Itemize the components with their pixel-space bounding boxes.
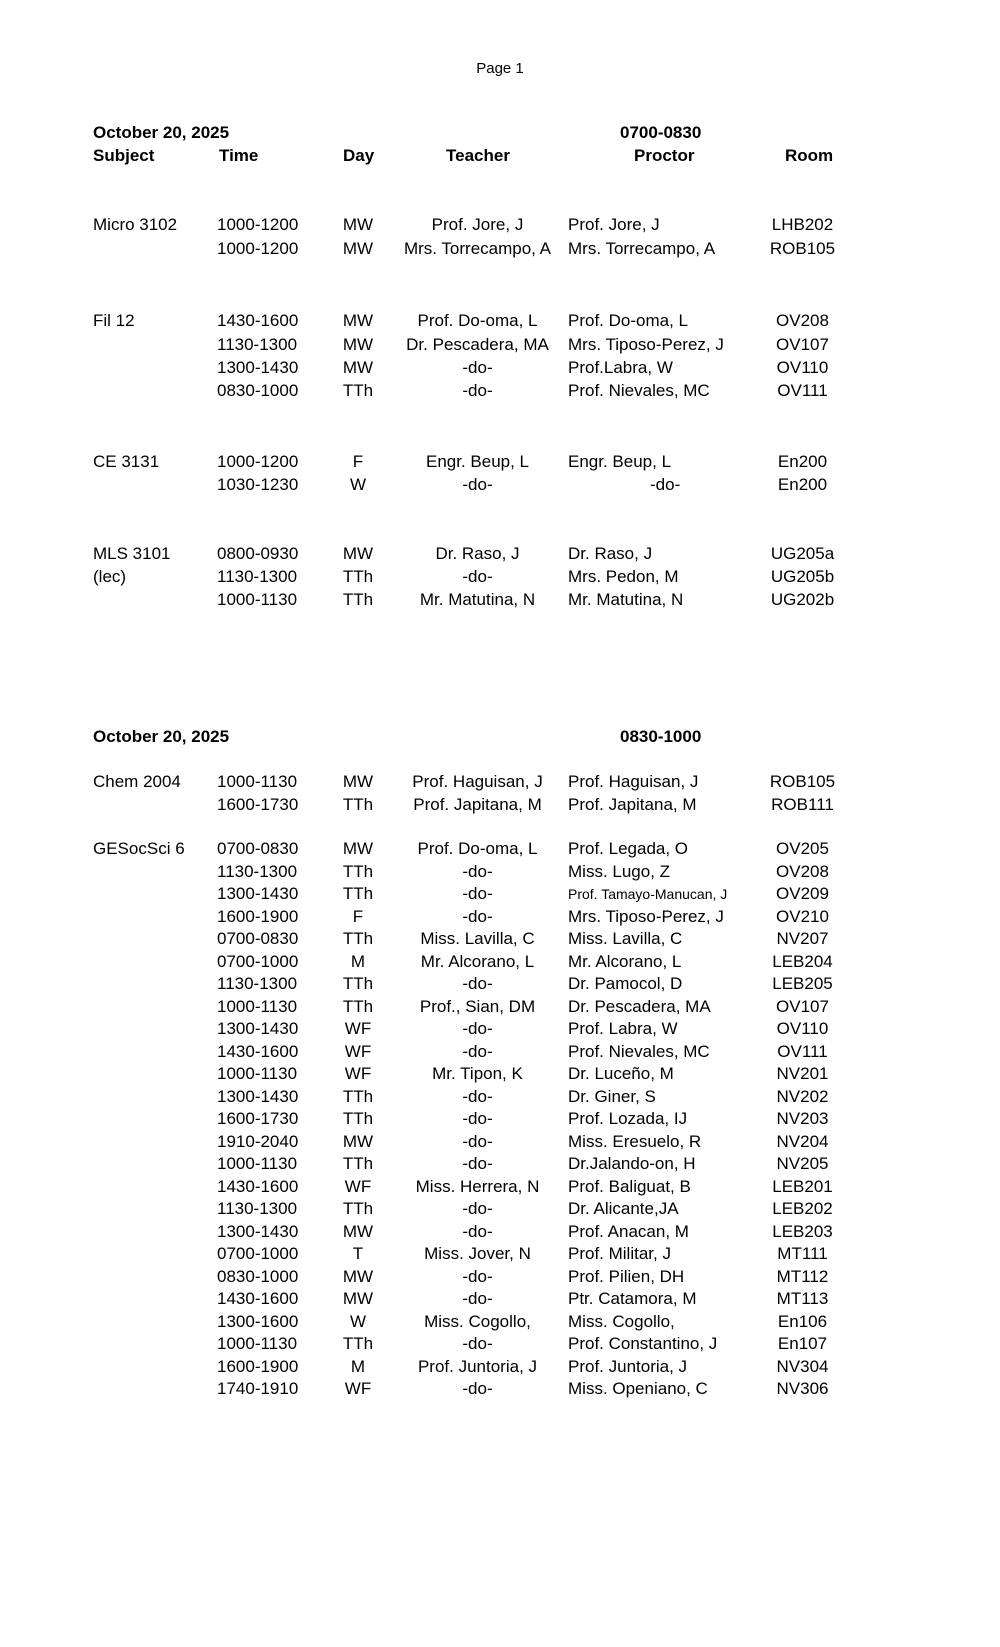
day-cell: MW [342,239,374,258]
proctor-cell: Prof. Pilien, DH [568,1266,685,1286]
teacher-cell: -do- [462,1154,493,1173]
day-cell: MW [342,335,374,354]
day-cell: TTh [342,1109,374,1128]
room-cell: OV110 [776,358,829,377]
time-cell: 0800-0930 [217,544,299,563]
table-row [0,996,1000,1018]
room-cell: ROB105 [769,772,836,791]
time-cell: 1300-1430 [217,1086,299,1106]
time-cell: 0700-0830 [217,839,299,858]
teacher-cell: Prof. Do-oma, L [417,311,538,330]
table-row [0,589,1000,611]
proctor-cell: Prof. Constantino, J [568,1334,718,1353]
room-cell: UG205b [770,567,835,586]
day-cell: TTh [342,861,374,881]
teacher-cell: -do- [462,475,493,494]
room-cell: OV110 [776,1019,829,1038]
page-label: Page 1 [476,60,524,77]
proctor-cell: Prof.Labra, W [568,358,673,377]
time-cell: 1000-1200 [217,452,299,471]
proctor-cell: Prof. Baliguat, B [568,1176,691,1196]
proctor-cell: Dr. Pamocol, D [568,974,683,993]
proctor-cell: Dr. Raso, J [568,544,653,563]
teacher-cell: -do- [462,1334,493,1353]
time-cell: 1130-1300 [217,861,298,881]
table-row [0,1086,1000,1108]
room-cell: OV111 [777,1041,828,1061]
proctor-cell: Dr. Luceño, M [568,1064,674,1083]
table-row [0,951,1000,973]
time-cell: 1430-1600 [217,1289,299,1308]
table-row [0,1311,1000,1333]
time-cell: 1000-1130 [217,1064,298,1083]
proctor-cell: Miss. Openiano, C [568,1379,708,1398]
column-header-day: Day [343,146,375,165]
day-cell: MW [342,839,374,858]
teacher-cell: -do- [462,381,493,400]
time-cell: 0830-1000 [217,381,299,400]
teacher-cell: -do- [462,1109,493,1128]
time-cell: 1300-1430 [217,1221,299,1241]
proctor-cell: Mr. Matutina, N [568,590,684,609]
room-cell: OV107 [776,996,829,1016]
time-cell: 1130-1300 [217,567,298,586]
time-cell: 1300-1430 [217,358,299,377]
teacher-cell: -do- [462,1041,493,1061]
room-cell: OV209 [776,884,829,903]
teacher-cell: -do- [462,567,493,586]
table-row [0,838,1000,860]
table-row [0,906,1000,928]
room-cell: En200 [777,475,828,494]
proctor-cell: Dr. Alicante,JA [568,1199,679,1218]
table-row [0,1288,1000,1310]
table-row [0,214,1000,236]
time-cell: 1000-1130 [217,1334,298,1353]
teacher-cell: Miss. Cogollo, [424,1311,531,1331]
room-cell: OV208 [776,311,829,330]
day-cell: MW [342,1266,374,1286]
teacher-cell: Miss. Lavilla, C [420,929,535,948]
time-cell: 1740-1910 [217,1379,299,1398]
table-row [0,883,1000,905]
teacher-cell: Mrs. Torrecampo, A [403,239,552,258]
time-cell: 1000-1130 [217,772,298,791]
time-cell: 1430-1600 [217,1041,299,1061]
teacher-cell: Dr. Pescadera, MA [406,335,549,354]
table-row [0,794,1000,816]
column-header-room: Room [785,146,834,165]
section-1-date: October 20, 2025 [93,123,230,142]
time-cell: 1030-1230 [217,475,299,494]
room-cell: En200 [777,452,828,471]
day-cell: M [350,1356,366,1376]
day-cell: TTh [342,974,374,993]
time-cell: 0700-1000 [217,951,299,971]
column-header-time: Time [219,146,259,165]
room-cell: NV207 [776,929,829,948]
day-cell: TTh [342,1086,374,1106]
teacher-cell: -do- [462,906,493,926]
proctor-cell: Ptr. Catamora, M [568,1289,697,1308]
day-cell: MW [342,215,374,234]
proctor-cell: Prof. Nievales, MC [568,381,710,400]
proctor-cell: Dr. Pescadera, MA [568,996,711,1016]
time-cell: 0830-1000 [217,1266,299,1286]
room-cell: ROB111 [771,795,834,814]
teacher-cell: -do- [462,884,493,903]
room-cell: NV306 [776,1379,829,1398]
day-cell: TTh [342,381,374,400]
proctor-cell: Prof. Do-oma, L [568,311,688,330]
time-cell: 1300-1600 [217,1311,299,1331]
proctor-cell: Miss. Eresuelo, R [568,1131,702,1151]
room-cell: En106 [777,1311,828,1331]
proctor-cell: Dr. Giner, S [568,1086,656,1106]
subject-cell: Fil 12 [93,311,135,330]
proctor-cell: Mrs. Tiposo-Perez, J [568,906,724,926]
teacher-cell: Mr. Tipon, K [432,1064,523,1083]
teacher-cell: Prof., Sian, DM [419,996,536,1016]
proctor-cell: -do- [650,475,681,494]
room-cell: NV203 [776,1109,829,1128]
time-cell: 1130-1300 [217,974,298,993]
table-row [0,1131,1000,1153]
room-cell: En107 [777,1334,828,1353]
column-header-subject: Subject [93,146,155,165]
table-row [0,238,1000,260]
room-cell: LEB203 [772,1221,833,1241]
room-cell: ROB105 [769,239,836,258]
section-2-date: October 20, 2025 [93,727,230,746]
teacher-cell: -do- [462,1379,493,1398]
table-row [0,1108,1000,1130]
time-cell: 1600-1900 [217,906,299,926]
time-cell: 1130-1300 [217,1199,298,1218]
room-cell: OV210 [776,906,829,926]
table-row [0,1378,1000,1400]
time-cell: 1130-1300 [217,335,298,354]
day-cell: TTh [342,567,374,586]
day-cell: MW [342,544,374,563]
time-cell: 1000-1200 [217,215,299,234]
table-row [0,543,1000,565]
proctor-cell: Prof. Nievales, MC [568,1041,710,1061]
proctor-cell: Dr.Jalando-on, H [568,1154,696,1173]
proctor-cell: Prof. Tamayo-Manucan, J [568,886,728,902]
room-cell: NV204 [776,1131,829,1151]
proctor-cell: Prof. Anacan, M [568,1221,689,1241]
time-cell: 0700-0830 [217,929,299,948]
teacher-cell: Miss. Herrera, N [415,1176,540,1196]
time-cell: 1000-1130 [217,1154,298,1173]
time-cell: 1300-1430 [217,1019,299,1038]
table-row [0,474,1000,496]
day-cell: TTh [342,1154,374,1173]
day-cell: TTh [342,884,374,903]
table-row [0,1153,1000,1175]
table-row [0,1221,1000,1243]
table-row [0,380,1000,402]
proctor-cell: Prof. Legada, O [568,839,689,858]
day-cell: TTh [342,929,374,948]
room-cell: LEB204 [772,951,833,971]
time-cell: 1600-1730 [217,795,299,814]
proctor-cell: Prof. Juntoria, J [568,1356,688,1376]
column-header-teacher: Teacher [446,146,510,165]
teacher-cell: -do- [462,1266,493,1286]
proctor-cell: Prof. Labra, W [568,1019,678,1038]
time-cell: 1430-1600 [217,311,299,330]
section-2-slot: 0830-1000 [620,727,702,746]
day-cell: WF [344,1176,372,1196]
day-cell: TTh [342,996,374,1016]
table-row [0,451,1000,473]
teacher-cell: Dr. Raso, J [435,544,520,563]
section-1-slot: 0700-0830 [620,123,702,142]
proctor-cell: Mrs. Torrecampo, A [568,239,716,258]
time-cell: 1000-1130 [217,996,298,1016]
proctor-cell: Miss. Cogollo, [568,1311,675,1331]
proctor-cell: Mrs. Tiposo-Perez, J [568,335,724,354]
day-cell: MW [342,772,374,791]
day-cell: WF [344,1064,372,1083]
day-cell: M [350,951,366,971]
room-cell: MT113 [776,1289,829,1308]
room-cell: OV111 [777,381,828,400]
room-cell: OV107 [776,335,829,354]
teacher-cell: Prof. Jore, J [431,215,524,234]
proctor-cell: Prof. Lozada, IJ [568,1109,688,1128]
teacher-cell: Prof. Do-oma, L [417,839,538,858]
teacher-cell: Miss. Jover, N [424,1244,531,1263]
proctor-cell: Mrs. Pedon, M [568,567,679,586]
proctor-cell: Miss. Lavilla, C [568,929,683,948]
room-cell: OV208 [776,861,829,881]
table-row [0,1176,1000,1198]
table-row [0,1243,1000,1265]
room-cell: NV205 [776,1154,829,1173]
day-cell: TTh [342,795,374,814]
proctor-cell: Prof. Jore, J [568,215,660,234]
room-cell: OV205 [776,839,829,858]
room-cell: UG205a [770,544,835,563]
day-cell: MW [342,311,374,330]
proctor-cell: Prof. Haguisan, J [568,772,699,791]
teacher-cell: Engr. Beup, L [425,452,530,471]
teacher-cell: Prof. Juntoria, J [417,1356,538,1376]
table-row [0,1198,1000,1220]
table-row [0,1018,1000,1040]
room-cell: MT111 [777,1244,828,1263]
day-cell: TTh [342,590,374,609]
teacher-cell: Prof. Haguisan, J [412,772,543,791]
table-row [0,1063,1000,1085]
room-cell: NV202 [776,1086,829,1106]
column-header-proctor: Proctor [634,146,695,165]
time-cell: 0700-1000 [217,1244,299,1263]
table-row [0,1333,1000,1355]
time-cell: 1300-1430 [217,884,299,903]
teacher-cell: Prof. Japitana, M [413,795,542,814]
time-cell: 1600-1730 [217,1109,299,1128]
time-cell: 1000-1130 [217,590,298,609]
room-cell: NV201 [776,1064,829,1083]
teacher-cell: Mr. Alcorano, L [420,951,535,971]
table-row [0,928,1000,950]
day-cell: T [352,1244,364,1263]
room-cell: LEB205 [772,974,833,993]
day-cell: TTh [342,1199,374,1218]
teacher-cell: -do- [462,861,493,881]
room-cell: LEB202 [772,1199,833,1218]
table-row [0,771,1000,793]
subject-cell: CE 3131 [93,452,160,471]
proctor-cell: Miss. Lugo, Z [568,861,671,881]
table-row [0,861,1000,883]
table-row [0,310,1000,332]
time-cell: 1430-1600 [217,1176,299,1196]
subject-cell: Micro 3102 [93,215,178,234]
day-cell: WF [344,1019,372,1038]
teacher-cell: -do- [462,358,493,377]
table-row [0,1041,1000,1063]
time-cell: 1910-2040 [217,1131,299,1151]
room-cell: UG202b [770,590,835,609]
table-row [0,973,1000,995]
table-row [0,566,1000,588]
teacher-cell: -do- [462,1086,493,1106]
room-cell: MT112 [776,1266,829,1286]
subject-cell: Chem 2004 [93,772,181,791]
time-cell: 1600-1900 [217,1356,299,1376]
table-row [0,1356,1000,1378]
day-cell: MW [342,1131,374,1151]
teacher-cell: -do- [462,1289,493,1308]
day-cell: MW [342,1289,374,1308]
day-cell: F [352,906,364,926]
teacher-cell: -do- [462,974,493,993]
table-row [0,357,1000,379]
day-cell: F [352,452,364,471]
day-cell: WF [344,1041,372,1061]
teacher-cell: -do- [462,1221,493,1241]
table-row [0,334,1000,356]
subject-cell: GESocSci 6 [93,839,185,858]
day-cell: W [349,1311,367,1331]
teacher-cell: -do- [462,1131,493,1151]
room-cell: LHB202 [771,215,834,234]
day-cell: MW [342,1221,374,1241]
teacher-cell: -do- [462,1019,493,1038]
proctor-cell: Engr. Beup, L [568,452,672,471]
proctor-cell: Prof. Japitana, M [568,795,697,814]
proctor-cell: Mr. Alcorano, L [568,951,682,971]
subject-cell: MLS 3101 [93,544,171,563]
room-cell: NV304 [776,1356,829,1376]
time-cell: 1000-1200 [217,239,299,258]
proctor-cell: Prof. Militar, J [568,1244,671,1263]
teacher-cell: Mr. Matutina, N [419,590,536,609]
day-cell: W [349,475,367,494]
table-row [0,1266,1000,1288]
day-cell: WF [344,1379,372,1398]
day-cell: MW [342,358,374,377]
teacher-cell: -do- [462,1199,493,1218]
subject-cell: (lec) [93,567,127,586]
room-cell: LEB201 [772,1176,833,1196]
day-cell: TTh [342,1334,374,1353]
